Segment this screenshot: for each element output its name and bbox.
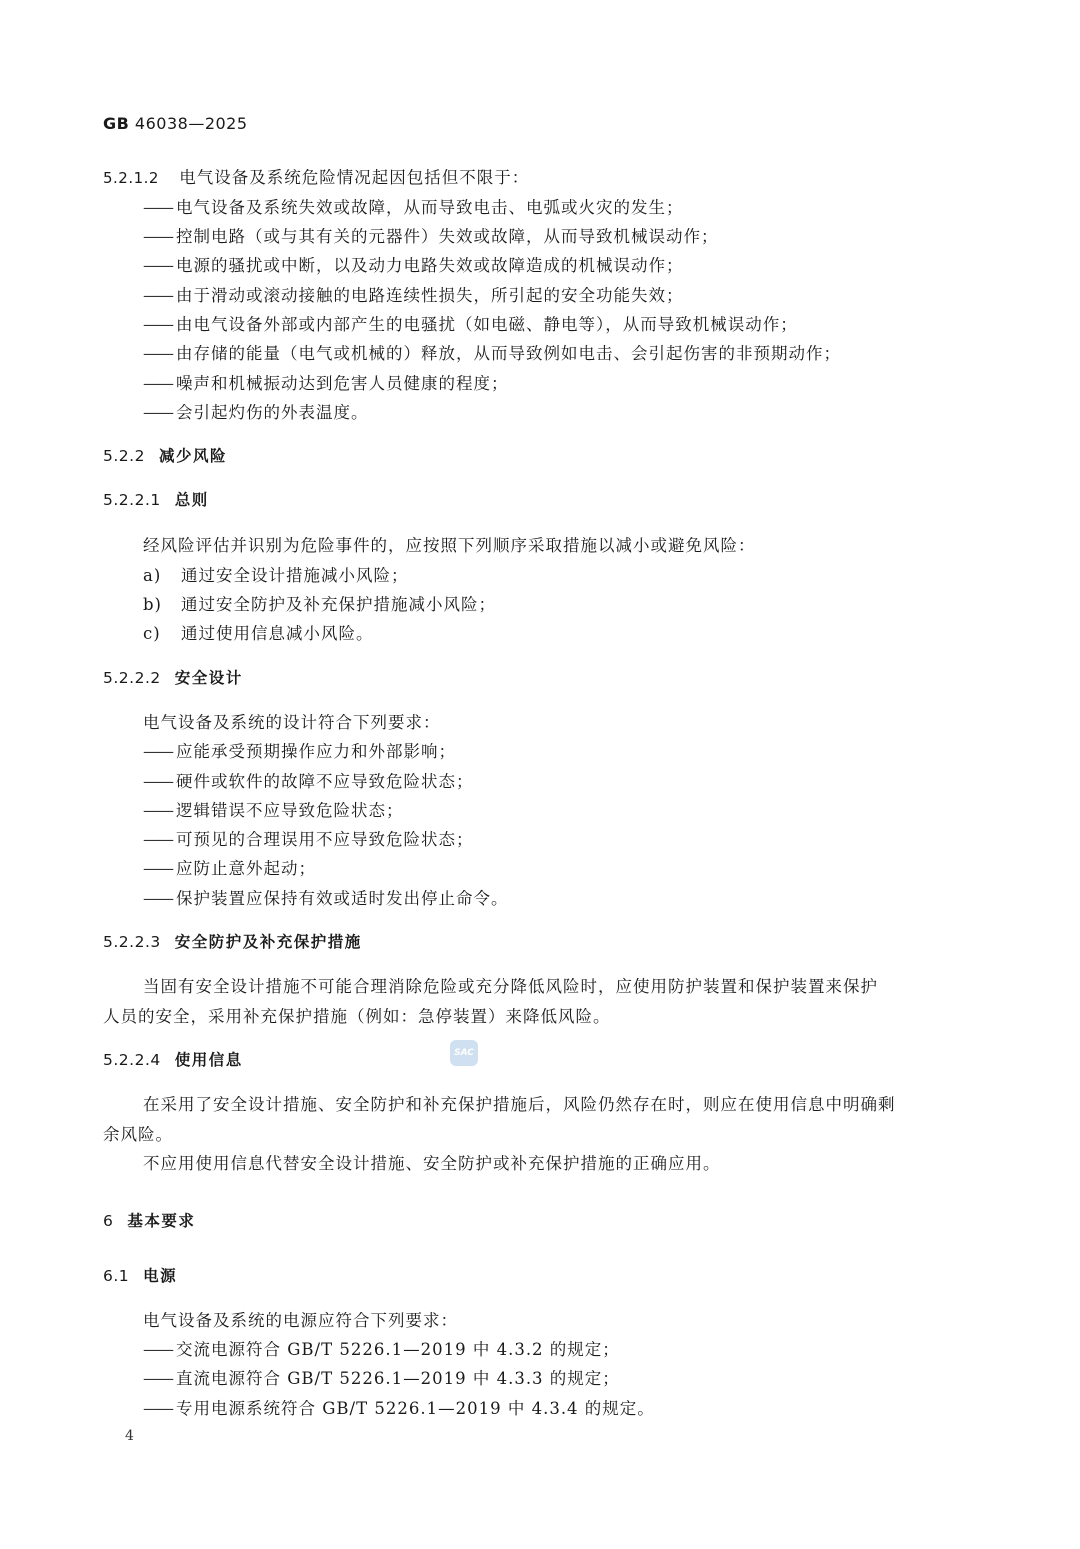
section-title: 基本要求 <box>127 1212 196 1230</box>
list-item: —— 交流电源符合 GB/T 5226.1—2019 中 4.3.2 的规定； <box>143 1340 620 1359</box>
paragraph: 电气设备及系统的电源应符合下列要求： <box>143 1311 458 1330</box>
list-item: —— 电源的骚扰或中断，以及动力电路失效或故障造成的机械误动作； <box>143 256 684 275</box>
dash: —— <box>143 256 172 275</box>
section-title: 减少风险 <box>158 447 227 465</box>
paragraph: 在采用了安全设计措施、安全防护和补充保护措施后，风险仍然存在时，则应在使用信息中明确剩 <box>143 1095 896 1114</box>
section-heading-522 <box>103 444 227 466</box>
list-item: —— 硬件或软件的故障不应导致危险状态； <box>143 772 474 791</box>
paragraph: 不应用使用信息代替安全设计措施、安全防护或补充保护措施的正确应用。 <box>143 1154 721 1173</box>
paragraph: 人员的安全，采用补充保护措施（例如：急停装置）来降低风险。 <box>103 1007 611 1026</box>
section-heading-5223 <box>103 930 362 952</box>
section-heading-5222 <box>103 666 243 688</box>
section-title: 安全设计 <box>174 669 243 687</box>
list-item: —— 逻辑错误不应导致危险状态； <box>143 801 404 820</box>
paragraph: 当固有安全设计措施不可能合理消除危险或充分降低风险时，应使用防护装置和保护装置来保护 <box>143 977 878 996</box>
dash: —— <box>143 403 172 422</box>
list-item: —— 电气设备及系统失效或故障，从而导致电击、电弧或火灾的发生； <box>143 198 684 217</box>
section-heading-5224 <box>103 1048 243 1070</box>
dash: —— <box>143 286 172 305</box>
section-heading-6 <box>103 1209 195 1231</box>
section-title: 电源 <box>143 1267 178 1285</box>
paragraph: 电气设备及系统的设计符合下列要求： <box>143 713 441 732</box>
list-item: —— 会引起灼伤的外表温度。 <box>143 403 369 422</box>
section-heading-5221 <box>103 488 209 510</box>
dash: —— <box>143 859 172 878</box>
clause-text: 电气设备及系统危险情况起因包括但不限于： <box>179 168 530 187</box>
list-item: —— 直流电源符合 GB/T 5226.1—2019 中 4.3.3 的规定； <box>143 1369 620 1388</box>
section-title: 使用信息 <box>174 1051 243 1069</box>
dash: —— <box>143 801 172 820</box>
clause-number: 5.2.1.2 <box>103 169 159 187</box>
list-item: b) 通过安全防护及补充保护措施减小风险； <box>143 595 496 614</box>
list-item: —— 由电气设备外部或内部产生的电骚扰（如电磁、静电等），从而导致机械误动作； <box>143 315 798 334</box>
watermark-logo: SAC <box>450 1040 478 1066</box>
list-item: —— 保护装置应保持有效或适时发出停止命令。 <box>143 889 509 908</box>
dash: —— <box>143 889 172 908</box>
paragraph: 余风险。 <box>103 1125 173 1144</box>
clause-5212-intro <box>103 164 529 188</box>
section-number: 5.2.2.1 <box>103 491 161 509</box>
section-number: 6.1 <box>103 1267 130 1285</box>
section-number: 5.2.2.2 <box>103 669 161 687</box>
dash: —— <box>143 1399 172 1418</box>
dash: —— <box>143 344 172 363</box>
dash: —— <box>143 374 172 393</box>
list-item: c) 通过使用信息减小风险。 <box>143 624 374 643</box>
section-number: 5.2.2 <box>103 447 145 465</box>
page-number: 4 <box>125 1428 134 1444</box>
list-item: —— 噪声和机械振动达到危害人员健康的程度； <box>143 374 509 393</box>
section-heading-61 <box>103 1264 177 1286</box>
list-item: —— 专用电源系统符合 GB/T 5226.1—2019 中 4.3.4 的规定。 <box>143 1399 655 1418</box>
list-item: a) 通过安全设计措施减小风险； <box>143 566 409 585</box>
section-title: 总则 <box>174 491 209 509</box>
dash: —— <box>143 830 172 849</box>
dash: —— <box>143 1340 172 1359</box>
list-item: —— 由于滑动或滚动接触的电路连续性损失，所引起的安全功能失效； <box>143 286 684 305</box>
dash: —— <box>143 742 172 761</box>
list-item: —— 控制电路（或与其有关的元器件）失效或故障，从而导致机械误动作； <box>143 227 719 246</box>
paragraph: 经风险评估并识别为危险事件的，应按照下列顺序采取措施以减小或避免风险： <box>143 536 756 555</box>
section-title: 安全防护及补充保护措施 <box>174 933 362 951</box>
dash: —— <box>143 772 172 791</box>
code-prefix: GB <box>103 114 130 133</box>
list-item: —— 可预见的合理误用不应导致危险状态； <box>143 830 474 849</box>
list-item: —— 应防止意外起动； <box>143 859 316 878</box>
dash: —— <box>143 1369 172 1388</box>
document-code <box>103 114 248 133</box>
section-number: 5.2.2.4 <box>103 1051 161 1069</box>
dash: —— <box>143 198 172 217</box>
list-item: —— 由存储的能量（电气或机械的）释放，从而导致例如电击、会引起伤害的非预期动作； <box>143 344 841 363</box>
dash: —— <box>143 315 172 334</box>
list-item: —— 应能承受预期操作应力和外部影响； <box>143 742 456 761</box>
dash: —— <box>143 227 172 246</box>
code-number: 46038—2025 <box>134 114 248 133</box>
section-number: 5.2.2.3 <box>103 933 161 951</box>
section-number: 6 <box>103 1212 114 1230</box>
